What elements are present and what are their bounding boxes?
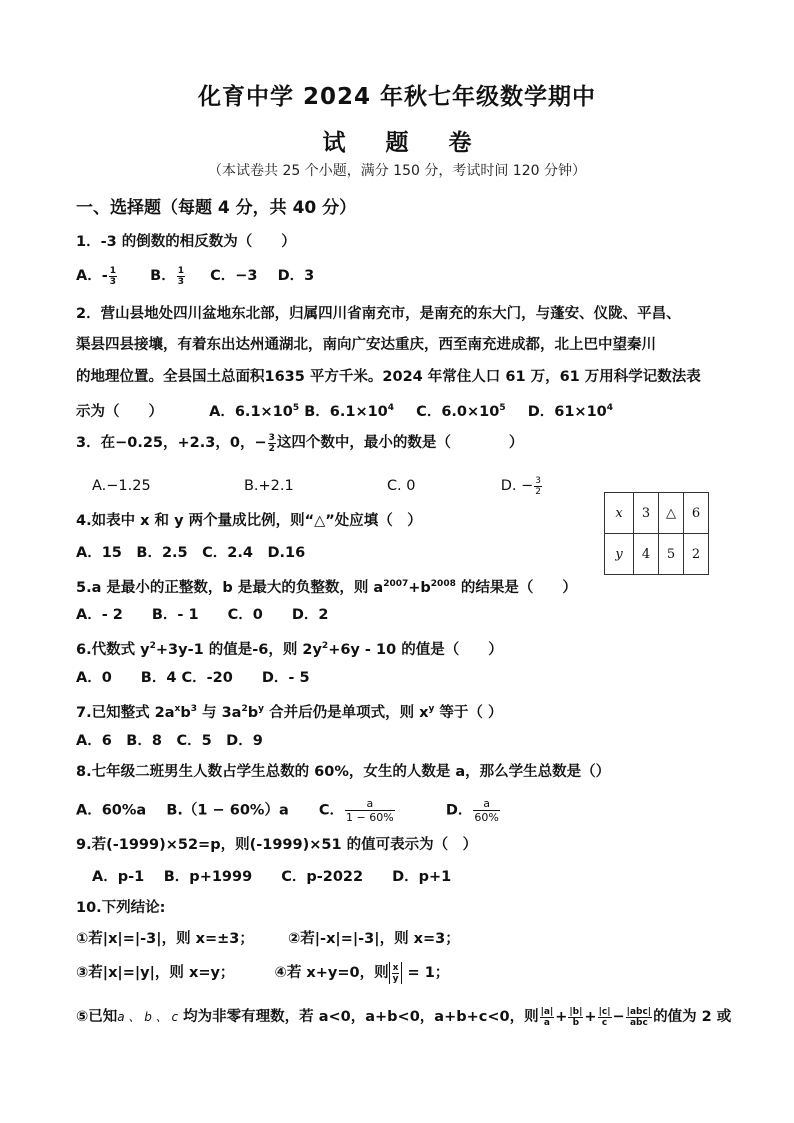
q2-d-text: D．61×10 (527, 403, 607, 420)
q10-statement-4b: = 1； (402, 965, 450, 981)
title-char-3: 卷 (448, 130, 472, 156)
q6-stem-b: +3y-1 的值是-6，则 2y (155, 641, 322, 658)
q7-exp-3: 3 (190, 704, 197, 714)
q10-statements-3-4 (76, 962, 449, 984)
q9-stem: 9.若(-1999)×52=p，则(-1999)×51 的值可表示为（ ） (76, 837, 478, 853)
q7-exp-2: 2 (241, 704, 248, 714)
q10-statement-4a: ④若 x+y=0，则 (274, 965, 389, 981)
q5-options: A．- 2 B．- 1 C．0 D．2 (76, 607, 329, 623)
table-cell: △ (659, 493, 684, 534)
exam-title: 化育中学 2024 年秋七年级数学期中 (197, 84, 597, 110)
q3d-frac-den: 2 (535, 486, 542, 497)
q1b-frac-den: 3 (177, 276, 184, 287)
q10s5f3-num: |c| (598, 1006, 611, 1017)
q5-exp-2: 2008 (430, 579, 456, 589)
q8-d-fraction (473, 797, 499, 824)
q1-option-d: D．3 (277, 268, 315, 284)
q2-b-text: B．6.1×10 (304, 403, 388, 420)
q6-exp-1: 2 (149, 641, 156, 651)
q1-fraction-b (177, 266, 185, 287)
q3-options (92, 475, 543, 497)
q2-line-2: 渠县四县接壤，有着东出达州通湖北，南向广安达重庆，西至南充进成都，北上巴中望秦川 (76, 337, 656, 353)
q10-s5-b: 均为非零有理数，若 a<0，a+b<0，a+b+c<0，则 (178, 1009, 539, 1025)
q10-statement-3: ③若|x|=|y|，则 x=y； (76, 965, 235, 981)
q8d-den: 60% (474, 811, 499, 824)
q8-options (76, 797, 501, 824)
q10-s5-frac3 (598, 1007, 612, 1028)
q3-stem-b: 这四个数中，最小的数是（ ） (276, 435, 524, 451)
q1b-frac-num: 1 (177, 265, 184, 276)
q7-stem-a: 7.已知整式 2a (76, 704, 175, 721)
table-cell: x (605, 493, 634, 534)
q1-options (76, 265, 314, 287)
q7-stem-f: 等于（ ） (434, 704, 503, 721)
q10-statement-1: ①若|x|=|-3|，则 x=±3； (76, 931, 254, 947)
q10s5f2-num: |b| (569, 1006, 583, 1017)
q10-statement-2: ②若|-x|=|-3|，则 x=3； (287, 931, 460, 947)
q8c-den: 1 − 60% (346, 811, 394, 824)
q10-s4-fraction (392, 963, 400, 984)
table-cell: 3 (634, 493, 659, 534)
q10-stem: 10.下列结论: (76, 900, 166, 916)
q1-option-b: B． (150, 268, 176, 284)
q2-option-a (209, 404, 299, 420)
q5-stem (76, 573, 577, 599)
q7-stem (76, 698, 502, 724)
q10-s5-frac1 (540, 1007, 555, 1028)
q4-options: A．15 B．2.5 C．2.4 D.16 (76, 545, 306, 561)
q2-line-4 (76, 397, 613, 423)
exam-subtitle-heading (0, 124, 794, 157)
q2-line-1: 2．营山县地处四川盆地东北部，归属四川省南充市，是南充的东大门，与蓬安、仪陇、平昌、 (76, 306, 681, 322)
title-char-2: 题 (385, 130, 409, 156)
q3-frac-num: 3 (268, 432, 275, 443)
table-row (605, 493, 709, 534)
q10s5f1-num: |a| (540, 1006, 554, 1017)
q2-c-exp: 5 (499, 403, 506, 413)
q10s4-den: y (392, 973, 399, 984)
q2-stem-end: 示为（ ） (76, 403, 163, 420)
q10-s5-frac4 (626, 1007, 652, 1028)
q10s5f3-den: c (601, 1017, 608, 1028)
q1-option-a: A．- (76, 268, 108, 284)
q10s5f4-den: abc (629, 1017, 648, 1028)
q2-c-text: C．6.0×10 (416, 403, 500, 420)
q7-exp-x: x (174, 704, 181, 714)
q6-exp-2: 2 (321, 641, 329, 651)
q2-d-exp: 4 (606, 403, 614, 413)
proportion-table (604, 492, 709, 575)
q7-options: A．6 B．8 C．5 D．9 (76, 733, 263, 749)
q8-option-c: C． (318, 802, 345, 819)
q2-option-d (528, 404, 613, 420)
table-cell: 5 (659, 534, 684, 575)
q5-exp-1: 2007 (383, 579, 409, 589)
q10-abs-fraction (389, 962, 403, 984)
q10s5f1-den: a (543, 1017, 550, 1028)
table-cell: y (605, 534, 634, 575)
q7-stem-c: 与 3a (197, 704, 242, 721)
q7-stem-b: b (180, 704, 191, 721)
title-char-1: 试 (322, 130, 346, 156)
q2-option-b (304, 404, 394, 420)
q2-b-exp: 4 (387, 403, 395, 413)
q1-frac-den: 3 (109, 276, 117, 287)
q3-frac-den: 2 (268, 443, 275, 454)
q9-options: A．p-1 B．p+1999 C．p-2022 D．p+1 (92, 869, 452, 885)
q5-stem-b: +b (408, 579, 431, 596)
q3-option-b: B.+2.1 (243, 478, 294, 494)
q3-stem-a: 3．在−0.25，+2.3，0，− (76, 435, 267, 451)
q7-stem-e: 合并后仍是单项式，则 x (264, 704, 429, 721)
q8d-num: a (473, 797, 499, 811)
q3-option-c: C. 0 (386, 478, 416, 494)
q8c-num: a (345, 797, 395, 811)
table-cell: 2 (684, 534, 709, 575)
q10s5f2-den: b (572, 1017, 580, 1028)
q2-line-3: 的地理位置。全县国土总面积1635 平方千米。2024 年常住人口 61 万，61 万用科学记数法表 (76, 369, 701, 385)
q6-options: A．0 B．4 C．-20 D．- 5 (76, 670, 310, 686)
q10-s5-vars: a 、 b 、 c (117, 1010, 179, 1024)
q10-s5-a: ⑤已知 (76, 1009, 118, 1025)
q3-option-d: D. − (500, 478, 534, 494)
q3-stem (76, 432, 523, 454)
q4-stem: 4.如表中 x 和 y 两个量成比例，则“△”处应填（ ） (76, 513, 422, 529)
q3-option-a: A.−1.25 (92, 478, 151, 494)
q8-option-a: A．60%a (76, 802, 147, 819)
table-row (605, 534, 709, 575)
q3-option-d-fraction (534, 476, 542, 497)
q2-a-exp: 5 (292, 403, 300, 413)
q1-stem: 1．-3 的倒数的相反数为（ ） (76, 234, 296, 250)
q10-statement-5: ⑤已知a 、 b 、 c 均为非零有理数，若 a<0，a+b<0，a+b+c<0，则 $\frac{|a|}{a}$ + $\frac{|b|}{b}$ + $\frac{|c|}{c}$ − |abc| abc 的值为 2 或 (76, 1006, 732, 1028)
exam-instructions: （本试卷共 25 个小题，满分 150 分，考试时间 120 分钟） (208, 163, 586, 179)
q6-stem-a: 6.代数式 y (76, 641, 150, 658)
q7-exp-y2: y (428, 704, 435, 714)
table-cell: 6 (684, 493, 709, 534)
q8-option-d: D． (445, 802, 473, 819)
q6-stem (76, 635, 503, 661)
q1-frac-num: 1 (109, 265, 117, 276)
q1-fraction (109, 266, 117, 287)
q2-option-c (416, 404, 505, 420)
q10s5f4-num: |abc| (626, 1006, 652, 1017)
q1-option-c: C．−3 (210, 268, 258, 284)
q5-stem-a: 5.a 是最小的正整数，b 是最大的负整数，则 a (76, 579, 384, 596)
q5-stem-c: 的结果是（ ） (455, 579, 577, 596)
q10s4-num: x (392, 962, 399, 973)
q8-stem: 8.七年级二班男生人数占学生总数的 60%，女生的人数是 a，那么学生总数是（） (76, 764, 611, 780)
q7-stem-d: b (247, 704, 259, 721)
q10-s5-frac2 (568, 1007, 583, 1028)
q3d-frac-num: 3 (535, 475, 542, 486)
section-heading-choice: 一、选择题（每题 4 分，共 40 分） (76, 198, 357, 218)
q8-c-fraction (345, 797, 395, 824)
q3-fraction (268, 433, 276, 454)
q2-a-text: A．6.1×10 (209, 403, 293, 420)
q10-statements-1-2 (76, 928, 460, 950)
q6-stem-c: +6y - 10 的值是（ ） (328, 641, 503, 658)
table-cell: 4 (634, 534, 659, 575)
q7-exp-y: y (258, 704, 265, 714)
q8-option-b: B.（1 − 60%）a (166, 802, 289, 819)
q10-s5-c: 的值为 2 或 (653, 1009, 732, 1025)
